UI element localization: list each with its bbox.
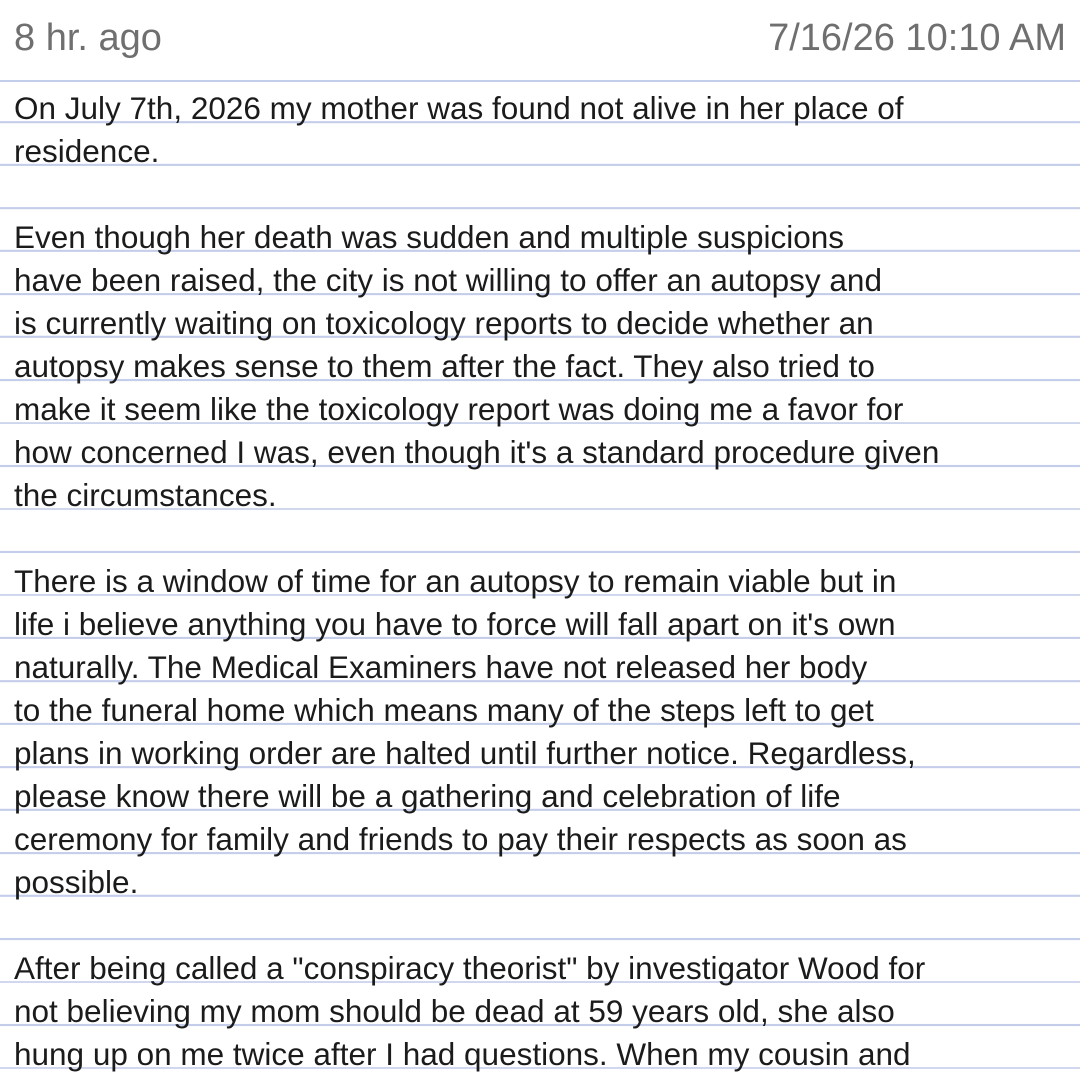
note-line: the circumstances.	[14, 477, 277, 513]
note-line: hung up on me twice after I had questions. When my cousin and	[14, 1036, 911, 1072]
note-line: not believing my mom should be dead at 59 years old, she also	[14, 993, 895, 1029]
note-line: Even though her death was sudden and multiple suspicions	[14, 219, 845, 255]
note-line: After being called a "conspiracy theorist" by investigator Wood for	[14, 950, 926, 986]
note-line: There is a window of time for an autopsy to remain viable but in	[14, 563, 897, 599]
note-line: plans in working order are halted until further notice. Regardless,	[14, 735, 916, 771]
note-line: naturally. The Medical Examiners have not released her body	[14, 649, 868, 685]
note-line: life i believe anything you have to force will fall apart on it's own	[14, 606, 896, 642]
note-line: please know there will be a gathering and celebration of life	[14, 778, 841, 814]
note-line: have been raised, the city is not willing to offer an autopsy and	[14, 262, 882, 298]
note-timestamp: 7/16/26 10:10 AM	[768, 17, 1066, 59]
note-paragraph-4	[14, 947, 1070, 1076]
note-paragraph-3	[14, 560, 1070, 904]
relative-time: 8 hr. ago	[14, 17, 162, 59]
note-line: make it seem like the toxicology report was doing me a favor for	[14, 391, 904, 427]
note-line: is currently waiting on toxicology reports to decide whether an	[14, 305, 874, 341]
note-paragraph-2	[14, 216, 1070, 517]
note-line: residence.	[14, 133, 160, 169]
note-body[interactable]	[14, 87, 1070, 1080]
note-line: possible.	[14, 864, 139, 900]
note-line: how concerned I was, even though it's a standard procedure given	[14, 434, 940, 470]
note-line: ceremony for family and friends to pay their respects as soon as	[14, 821, 907, 857]
note-line: autopsy makes sense to them after the fact. They also tried to	[14, 348, 875, 384]
note-line: On July 7th, 2026 my mother was found not alive in her place of	[14, 90, 904, 126]
note-header	[0, 0, 1080, 82]
note-paragraph-1	[14, 87, 1070, 173]
note-line: to the funeral home which means many of the steps left to get	[14, 692, 874, 728]
